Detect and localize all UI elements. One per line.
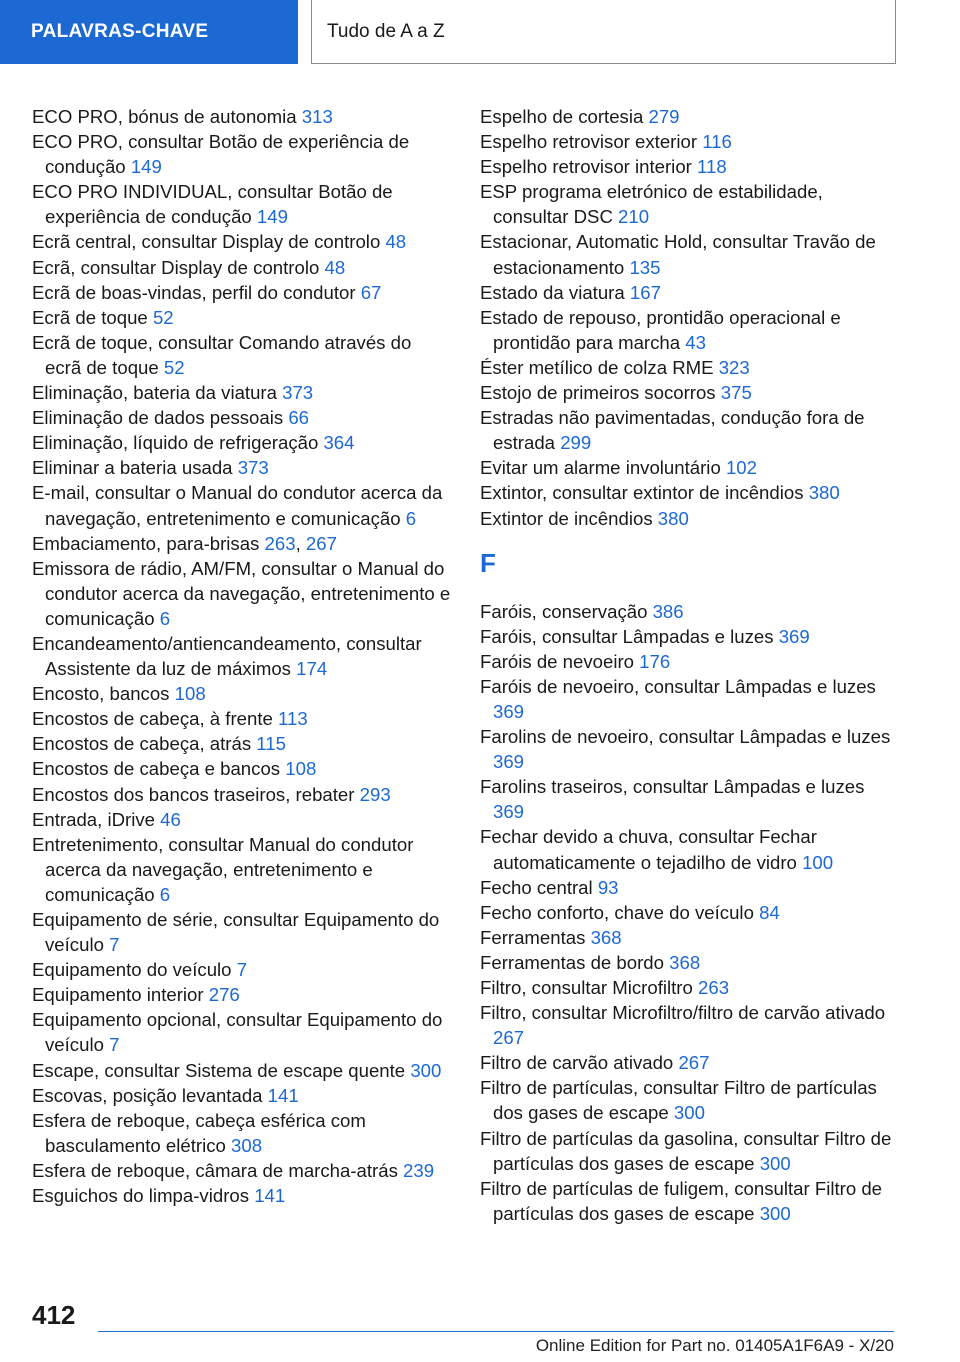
index-entry: [32, 681, 452, 706]
page-link[interactable]: 93: [597, 876, 619, 898]
page-link[interactable]: 267: [678, 1052, 710, 1074]
index-entry: [32, 1108, 452, 1158]
index-term: Estradas não pavimentadas, condução fora de estrada: [480, 407, 865, 454]
page-link[interactable]: 263: [698, 977, 730, 998]
index-term: Espelho retrovisor interior: [480, 156, 692, 178]
index-term: Ecrã de boas-vindas, perfil do condutor: [32, 281, 356, 303]
index-entry: [32, 229, 452, 254]
footer-divider: [98, 1331, 894, 1332]
page-link[interactable]: 108: [285, 758, 317, 780]
page-link[interactable]: 108: [174, 683, 206, 705]
page-link[interactable]: 300: [410, 1059, 442, 1081]
index-entry: [480, 179, 900, 229]
page-link[interactable]: 149: [256, 206, 288, 228]
index-group-e: [480, 104, 900, 531]
index-entry: [480, 280, 900, 305]
index-entry: [480, 305, 900, 355]
index-term: Encostos de cabeça, atrás: [32, 733, 252, 755]
index-entry: [480, 624, 900, 649]
index-entry: [32, 179, 452, 229]
index-entry: [480, 455, 900, 480]
index-term: Evitar um alarme involuntário: [480, 457, 721, 479]
page-link[interactable]: 43: [685, 331, 706, 353]
page-link[interactable]: 7: [236, 959, 248, 981]
index-term: Espelho de cortesia: [480, 106, 644, 127]
index-entry: [480, 229, 900, 279]
page-link[interactable]: 308: [231, 1134, 263, 1156]
index-term: Equipamento do veículo: [32, 959, 232, 981]
index-entry: [480, 405, 900, 455]
page-link[interactable]: 369: [493, 801, 525, 823]
index-term: Éster metílico de colza RME: [480, 356, 714, 378]
index-term: Entretenimento, consultar Manual do condutor acerca da navegação, entretenimento e comunicação: [32, 833, 414, 905]
index-term: ECO PRO, bónus de autonomia: [32, 106, 297, 127]
index-entry: [480, 480, 900, 505]
index-term: Filtro de partículas de fuligem, consultar Filtro de partículas dos gases de escape: [480, 1177, 883, 1224]
page-link[interactable]: 300: [759, 1202, 791, 1224]
page-link[interactable]: 113: [278, 708, 308, 730]
index-term: Esguichos do limpa-vidros: [32, 1185, 250, 1207]
index-term: Escovas, posição levantada: [32, 1084, 263, 1106]
index-entry: [480, 975, 900, 1000]
page-link[interactable]: 52: [163, 356, 185, 378]
index-entry: [32, 1007, 452, 1057]
index-entry: [32, 982, 452, 1007]
index-term: ECO PRO, consultar Botão de experiência de condução: [32, 131, 410, 178]
page-link[interactable]: 6: [159, 883, 171, 905]
index-entry: [32, 330, 452, 380]
page-link[interactable]: 375: [720, 382, 752, 404]
index-term: Farolins de nevoeiro, consultar Lâmpadas e luzes: [480, 726, 891, 748]
index-term: Espelho retrovisor exterior: [480, 131, 698, 153]
page-link[interactable]: 84: [759, 901, 780, 923]
index-entry: [32, 455, 452, 480]
index-term: ECO PRO INDIVIDUAL, consultar Botão de experiência de condução: [32, 181, 393, 228]
page-link[interactable]: 66: [288, 407, 310, 429]
page-link[interactable]: 115: [256, 733, 286, 755]
index-entry: [480, 355, 900, 380]
index-entry: [480, 1050, 900, 1075]
index-entry: [32, 280, 452, 305]
index-term: Fecho central: [480, 876, 593, 898]
tab-tudo-de-a-a-z[interactable]: [311, 0, 896, 64]
page-link[interactable]: 239: [403, 1159, 435, 1181]
index-entry: [32, 907, 452, 957]
index-entry: [480, 154, 900, 179]
index-term: Estojo de primeiros socorros: [480, 382, 716, 404]
page-link[interactable]: 167: [629, 281, 661, 303]
page-link[interactable]: 380: [657, 507, 689, 529]
page-link[interactable]: 293: [359, 783, 391, 805]
page-link[interactable]: 364: [323, 432, 355, 454]
page-link[interactable]: 300: [759, 1152, 791, 1174]
page-link[interactable]: 386: [652, 600, 684, 622]
index-term: Filtro de carvão ativado: [480, 1052, 674, 1074]
index-term: Esfera de reboque, câmara de marcha-atrás: [32, 1159, 398, 1181]
page-link[interactable]: 6: [405, 507, 417, 529]
index-term: Eliminação de dados pessoais: [32, 407, 284, 429]
page-link[interactable]: 279: [648, 106, 680, 127]
index-entry: [32, 631, 452, 681]
index-term: Eliminar a bateria usada: [32, 457, 233, 479]
index-entry: [32, 731, 452, 756]
page-link[interactable]: 369: [778, 625, 810, 647]
section-letter-f: F: [480, 547, 496, 578]
page-link[interactable]: 368: [590, 926, 622, 948]
index-term: Ecrã, consultar Display de controlo: [32, 256, 320, 278]
page-link[interactable]: 135: [629, 256, 661, 278]
page-link[interactable]: 380: [808, 482, 840, 504]
index-term: Ferramentas: [480, 926, 586, 948]
page-link[interactable]: 369: [493, 751, 525, 773]
index-entry: [32, 380, 452, 405]
index-entry: [480, 380, 900, 405]
index-entry: [480, 1000, 900, 1050]
index-entry: [32, 1083, 452, 1108]
index-term: Eliminação, líquido de refrigeração: [32, 432, 319, 454]
page-link[interactable]: 141: [267, 1084, 299, 1106]
index-term: Equipamento de série, consultar Equipamento do veículo: [32, 909, 440, 956]
index-entry: [32, 556, 452, 631]
index-entry: [32, 104, 452, 129]
page-link[interactable]: 52: [152, 306, 174, 328]
index-term: Ecrã de toque: [32, 306, 148, 328]
index-entry: [32, 1183, 452, 1208]
index-term: Embaciamento, para-brisas: [32, 532, 260, 554]
page-link[interactable]: 149: [130, 156, 162, 178]
index-term: Entrada, iDrive: [32, 808, 155, 830]
page-link[interactable]: 118: [697, 156, 727, 178]
index-entry: [480, 104, 900, 129]
index-term: Equipamento interior: [32, 984, 204, 1006]
index-term: Esfera de reboque, cabeça esférica com basculamento elétrico: [32, 1109, 366, 1156]
index-term: Filtro de partículas da gasolina, consultar Filtro de partículas dos gases de escape: [480, 1127, 892, 1174]
index-entry: [32, 957, 452, 982]
page-number: 412: [32, 1300, 76, 1330]
page-link[interactable]: 7: [109, 1034, 120, 1056]
index-entry: [480, 599, 900, 624]
page-link[interactable]: 141: [254, 1185, 286, 1207]
index-term: Encostos de cabeça e bancos: [32, 758, 281, 780]
index-term: Encosto, bancos: [32, 683, 170, 705]
index-term: Faróis de nevoeiro: [480, 650, 634, 672]
index-term: Eliminação, bateria da viatura: [32, 382, 277, 404]
page-link[interactable]: 210: [618, 206, 650, 228]
index-entry: [32, 480, 452, 530]
index-entry: [480, 129, 900, 154]
index-group-f: [480, 599, 900, 1226]
index-entry: [480, 1126, 900, 1176]
page-link[interactable]: 174: [296, 658, 328, 680]
page-link[interactable]: 48: [324, 256, 346, 278]
index-term: Ecrã central, consultar Display de controlo: [32, 231, 381, 253]
index-term: Equipamento opcional, consultar Equipamento do veículo: [32, 1009, 443, 1056]
page-link[interactable]: 6: [159, 607, 171, 629]
index-entry: [32, 832, 452, 907]
page-link[interactable]: 102: [725, 457, 757, 479]
index-term: Escape, consultar Sistema de escape quente: [32, 1059, 406, 1081]
index-term: Fechar devido a chuva, consultar Fechar automaticamente o tejadilho de vidro: [480, 826, 817, 873]
index-term: Extintor de incêndios: [480, 507, 653, 529]
index-entry: [32, 706, 452, 731]
index-entry: [32, 430, 452, 455]
index-entry: Embaciamento, para-brisas 263, 267: [32, 532, 337, 554]
index-entry: [32, 1158, 452, 1183]
index-term: E-mail, consultar o Manual do condutor acerca da navegação, entretenimento e comunicação: [32, 482, 443, 529]
index-term: Filtro de partículas, consultar Filtro de partículas dos gases de escape: [480, 1077, 877, 1124]
page-link[interactable]: 300: [673, 1102, 705, 1124]
index-term: ESP programa eletrónico de estabilidade, consultar DSC: [480, 181, 823, 228]
index-entry: [480, 875, 900, 900]
index-term: Emissora de rádio, AM/FM, consultar o Manual do condutor acerca da navegação, entretenimento e comunicação: [32, 557, 451, 629]
index-term: Encostos dos bancos traseiros, rebater: [32, 783, 355, 805]
index-entry: [32, 807, 452, 832]
index-entry: [480, 925, 900, 950]
page-link[interactable]: 100: [802, 851, 834, 873]
index-term: Estado da viatura: [480, 281, 625, 303]
page-link[interactable]: 7: [109, 934, 120, 956]
page-link[interactable]: 299: [560, 432, 592, 454]
index-entry: [480, 724, 900, 774]
index-entry: [480, 824, 900, 874]
page-link[interactable]: 116: [702, 131, 732, 153]
index-entry: [32, 756, 452, 781]
page-link[interactable]: 323: [718, 356, 750, 378]
index-entry: [32, 129, 452, 179]
page-link[interactable]: 313: [301, 106, 333, 127]
index-term: Faróis, consultar Lâmpadas e luzes: [480, 625, 774, 647]
index-entry: [480, 674, 900, 724]
page-link[interactable]: 373: [237, 457, 269, 479]
tab-palavras-chave[interactable]: [0, 0, 298, 64]
page-link[interactable]: 368: [669, 951, 701, 973]
index-entry: [480, 506, 900, 531]
page-link[interactable]: 276: [208, 984, 240, 1006]
index-term: Extintor, consultar extintor de incêndios: [480, 482, 804, 504]
index-term: Ferramentas de bordo: [480, 951, 664, 973]
index-entry: [480, 900, 900, 925]
page-link[interactable]: 48: [385, 231, 407, 253]
index-entry: [480, 1075, 900, 1125]
index-entry: [32, 1058, 452, 1083]
index-entry: [480, 774, 900, 824]
index-term: Ecrã de toque, consultar Comando através do ecrã de toque: [32, 331, 412, 378]
index-term: Faróis, conservação: [480, 600, 648, 622]
index-term: Faróis de nevoeiro, consultar Lâmpadas e luzes: [480, 675, 876, 697]
index-entry: [480, 950, 900, 975]
index-entry: [480, 1176, 900, 1226]
page-link[interactable]: 373: [282, 382, 314, 404]
tab-tudo-de-a-a-z-label: Tudo de A a Z: [327, 20, 445, 42]
page-link[interactable]: 267: [493, 1027, 525, 1049]
index-entry: [480, 649, 900, 674]
index-term: Estacionar, Automatic Hold, consultar Travão de estacionamento: [480, 231, 876, 278]
page-link[interactable]: 46: [160, 808, 181, 830]
index-entry: [32, 782, 452, 807]
index-term: Filtro, consultar Microfiltro: [480, 977, 693, 998]
page-link[interactable]: 369: [493, 700, 525, 722]
header: [0, 0, 960, 66]
page-link[interactable]: 67: [360, 281, 382, 303]
edition-text: Online Edition for Part no. 01405A1F6A9 - X/20: [535, 1336, 894, 1355]
index-column-right: [480, 104, 900, 1226]
page-link[interactable]: 176: [639, 650, 671, 672]
index-term: Encostos de cabeça, à frente: [32, 708, 273, 730]
index-entry: [32, 255, 452, 280]
index-entry: [32, 305, 452, 330]
index-term: Estado de repouso, prontidão operacional e prontidão para marcha: [480, 306, 841, 353]
index-term: Farolins traseiros, consultar Lâmpadas e luzes: [480, 776, 865, 798]
index-entry: [32, 405, 452, 430]
index-column-left: [32, 104, 452, 1208]
index-term: Encandeamento/antiencandeamento, consultar Assistente da luz de máximos: [32, 632, 422, 680]
page-link[interactable]: 267: [305, 532, 337, 554]
page-link[interactable]: 263: [264, 532, 296, 554]
index-term: Filtro, consultar Microfiltro/filtro de carvão ativado: [480, 1002, 886, 1024]
tab-palavras-chave-label: PALAVRAS-CHAVE: [31, 21, 209, 42]
index-term: Fecho conforto, chave do veículo: [480, 901, 754, 923]
